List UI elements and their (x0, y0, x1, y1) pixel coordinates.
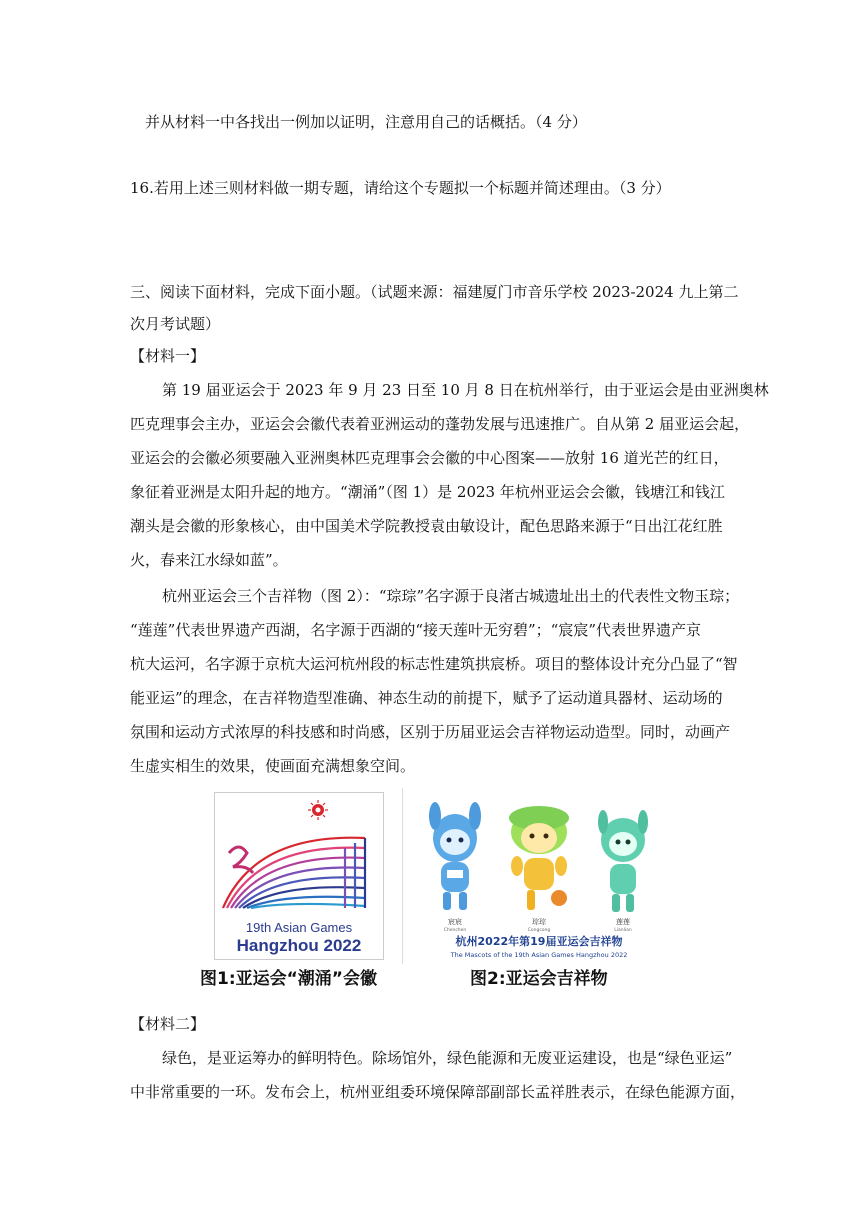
material-1-p2-line: 生虚实相生的效果，使画面充满想象空间。 (130, 757, 416, 775)
material-1-p2-line: 杭州亚运会三个吉祥物（图 2）：“琮琮”名字源于良渚古城遗址出土的代表性文物玉琮； (162, 587, 740, 605)
figure-2-mascots (402, 788, 675, 964)
question-16: 16.若用上述三则材料做一期专题，请给这个专题拟一个标题并简述理由。（3 分） (130, 179, 671, 197)
mascot-banner-en: The Mascots of the 19th Asian Games Hangzhou 2022 (450, 951, 628, 959)
emblem-graphic (215, 793, 383, 959)
material-2-p1-line: 中非常重要的一环。发布会上，杭州亚组委环境保障部副部长孟祥胜表示，在绿色能源方面， (130, 1083, 746, 1101)
logo-text-line-2: Hangzhou 2022 (236, 936, 362, 955)
material-1-p2-line: “莲莲”代表世界遗产西湖，名字源于西湖的“接天莲叶无穷碧”；“宸宸”代表世界遗产京 (130, 621, 702, 639)
mascot-name-en: Congcong (527, 928, 551, 933)
mascot-name-en: Lianlian (614, 928, 632, 933)
mascots-graphic (403, 788, 675, 964)
material-1-p1-line: 第 19 届亚运会于 2023 年 9 月 23 日至 10 月 8 日在杭州举行，由于亚运会是由亚洲奥林 (162, 381, 769, 399)
chinese-char-mark (229, 847, 253, 873)
mascot-chenchen-icon (429, 802, 481, 910)
mascot-lianlian-icon (598, 810, 648, 912)
logo-text-line-1: 19th Asian Games (245, 920, 353, 935)
mascot-name: 琮琮 (532, 918, 546, 926)
mascot-banner-cn: 杭州2022年第19届亚运会吉祥物 (455, 935, 623, 948)
material-1-p2-line: 能亚运”的理念，在吉祥物造型准确、神态生动的前提下，赋予了运动道具器材、运动场的 (130, 689, 723, 707)
material-1-p1-line: 火，春来江水绿如蓝”。 (130, 551, 288, 569)
figure-2-caption: 图2:亚运会吉祥物 (470, 969, 608, 989)
material-1-p2-line: 氛围和运动方式浓厚的科技感和时尚感，区别于历届亚运会吉祥物运动造型。同时，动画产 (130, 723, 731, 741)
material-2-heading: 【材料二】 (130, 1015, 206, 1033)
figure-1-caption: 图1:亚运会“潮涌”会徽 (200, 969, 377, 989)
material-1-p1-line: 匹克理事会主办，亚运会会徽代表着亚洲运动的蓬勃发展与迅速推广。自从第 2 届亚运会起， (130, 415, 750, 433)
mascot-name-en: Chenchen (443, 928, 467, 933)
material-1-p1-line: 象征着亚洲是太阳升起的地方。“潮涌”（图 1）是 2023 年杭州亚运会会徽，钱塘江和钱江 (130, 483, 725, 501)
section-3-line-2: 次月考试题） (130, 315, 221, 333)
mascot-name: 莲莲 (616, 918, 630, 926)
red-sun-icon (308, 800, 328, 820)
question-15-tail: 并从材料一中各找出一例加以证明，注意用自己的话概括。（4 分） (145, 113, 587, 131)
figure-1-emblem (214, 792, 384, 960)
material-1-p1-line: 亚运会的会徽必须要融入亚洲奥林匹克理事会会徽的中心图案——放射 16 道光芒的红日， (130, 449, 729, 467)
material-2-p1-line: 绿色，是亚运筹办的鲜明特色。除场馆外，绿色能源和无废亚运建设，也是“绿色亚运” (162, 1049, 733, 1067)
mascot-name: 宸宸 (448, 918, 462, 926)
mascot-congcong-icon (509, 806, 569, 910)
material-1-p1-line: 潮头是会徽的形象核心，由中国美术学院教授袁由敏设计，配色思路来源于“日出江花红胜 (130, 517, 723, 535)
material-1-heading: 【材料一】 (130, 347, 206, 365)
section-3-line-1: 三、阅读下面材料，完成下面小题。（试题来源：福建厦门市音乐学校 2023-2024 九上第二 (130, 283, 739, 301)
material-1-p2-line: 杭大运河，名字源于京杭大运河杭州段的标志性建筑拱宸桥。项目的整体设计充分凸显了“智 (130, 655, 738, 673)
